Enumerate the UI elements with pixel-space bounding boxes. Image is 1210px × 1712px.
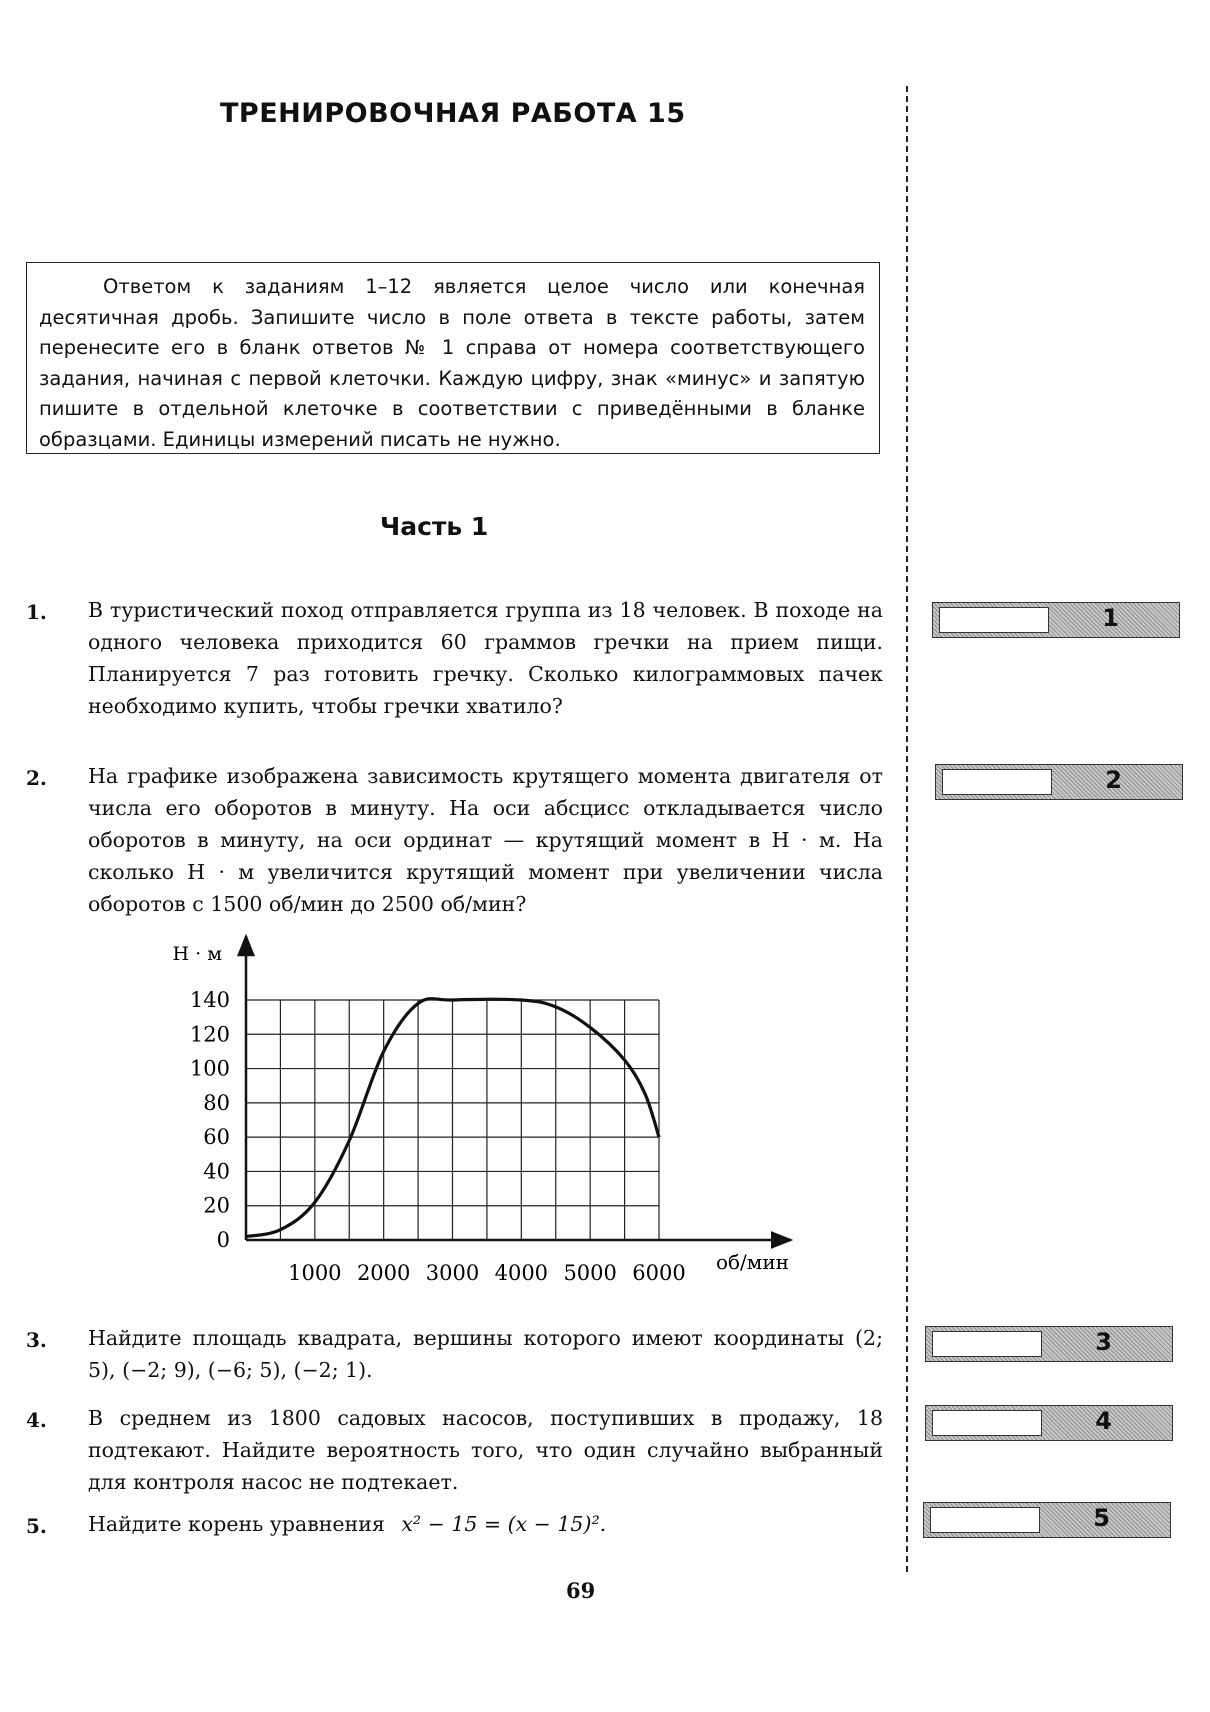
- answer-box-5: [923, 1502, 1171, 1538]
- answer-field-3[interactable]: [932, 1331, 1042, 1357]
- x-tick-label: 2000: [356, 1261, 411, 1284]
- y-tick-label: 40: [203, 1159, 230, 1184]
- instructions-box: Ответом к заданиям 1–12 является целое число или конечная десятичная дробь. Запишите число в поле ответа в тексте работы, затем перенесите его в бланк ответов № 1 справа от номера соответствующего задания, начиная с первой клеточки. Каждую цифру, знак «минус» и запятую пишите в отдельной клеточке в соответствии с приведёнными в бланке образцами. Единицы измерений писать не нужно.: [26, 262, 880, 454]
- y-axis-label: Н · м: [172, 943, 222, 965]
- task-number: 5.: [26, 1514, 47, 1538]
- answer-field-5[interactable]: [930, 1507, 1040, 1533]
- x-tick-label: 1000: [288, 1261, 342, 1284]
- answer-field-1[interactable]: [939, 607, 1049, 633]
- task-text: В туристический поход отправляется группа из 18 человек. В походе на одного человека приходится 60 граммов гречки на прием пищи. Планируется 7 раз готовить гречку. Сколько килограммовых пачек необходимо купить, чтобы гречки хватило?: [88, 598, 883, 718]
- answer-label-5: 5: [1093, 1504, 1110, 1532]
- task-number: 1.: [26, 600, 47, 624]
- answer-box-1: [932, 602, 1180, 638]
- y-tick-label: 140: [189, 988, 230, 1012]
- equation: x² − 15 = (x − 15)².: [401, 1512, 607, 1536]
- y-tick-label: 80: [203, 1090, 230, 1115]
- page-number: 69: [566, 1578, 596, 1603]
- task-number: 2.: [26, 766, 47, 790]
- task-number: 3.: [26, 1328, 47, 1352]
- task-text: В среднем из 1800 садовых насосов, поступивших в продажу, 18 подтекают. Найдите вероятность того, что один случайно выбранный для контроля насос не подтекает.: [88, 1406, 883, 1494]
- task-text: Найдите площадь квадрата, вершины которого имеют координаты (2; 5), (−2; 9), (−6; 5), (−2; 1).: [88, 1326, 883, 1382]
- task-text-prefix: Найдите корень уравнения: [88, 1512, 385, 1536]
- x-tick-label: 6000: [632, 1261, 686, 1284]
- x-axis-label: об/мин: [715, 1250, 789, 1274]
- cut-line: [906, 86, 908, 1572]
- answer-box-2: [935, 764, 1183, 800]
- x-tick-label: 4000: [494, 1261, 549, 1284]
- y-tick-label: 20: [203, 1193, 230, 1218]
- torque-chart: [150, 934, 810, 1284]
- y-tick-label: 60: [203, 1125, 230, 1150]
- part-title: Часть 1: [380, 512, 489, 541]
- answer-label-2: 2: [1105, 766, 1122, 794]
- answer-field-2[interactable]: [942, 769, 1052, 795]
- y-tick-label: 0: [216, 1228, 230, 1252]
- task-text: На графике изображена зависимость крутящего момента двигателя от числа его оборотов в минуту. На оси абсцисс откладывается число оборотов в минуту, на оси ординат — крутящий момент в Н · м. На сколько Н · м увеличится крутящий момент при увеличении числа оборотов с 1500 об/мин до 2500 об/мин?: [88, 764, 883, 916]
- answer-box-4: [925, 1405, 1173, 1441]
- answer-box-3: [925, 1326, 1173, 1362]
- x-tick-label: 5000: [563, 1261, 617, 1284]
- answer-field-4[interactable]: [932, 1410, 1042, 1436]
- answer-label-1: 1: [1102, 604, 1119, 632]
- y-tick-label: 100: [189, 1056, 230, 1081]
- task-text: [88, 1508, 883, 1540]
- x-tick-label: 3000: [425, 1261, 480, 1284]
- answer-label-4: 4: [1095, 1407, 1112, 1435]
- chart-grid: [246, 1000, 659, 1240]
- answer-label-3: 3: [1095, 1328, 1112, 1356]
- y-tick-label: 120: [189, 1022, 230, 1047]
- page-title: ТРЕНИРОВОЧНАЯ РАБОТА 15: [220, 98, 686, 129]
- task-number: 4.: [26, 1408, 47, 1432]
